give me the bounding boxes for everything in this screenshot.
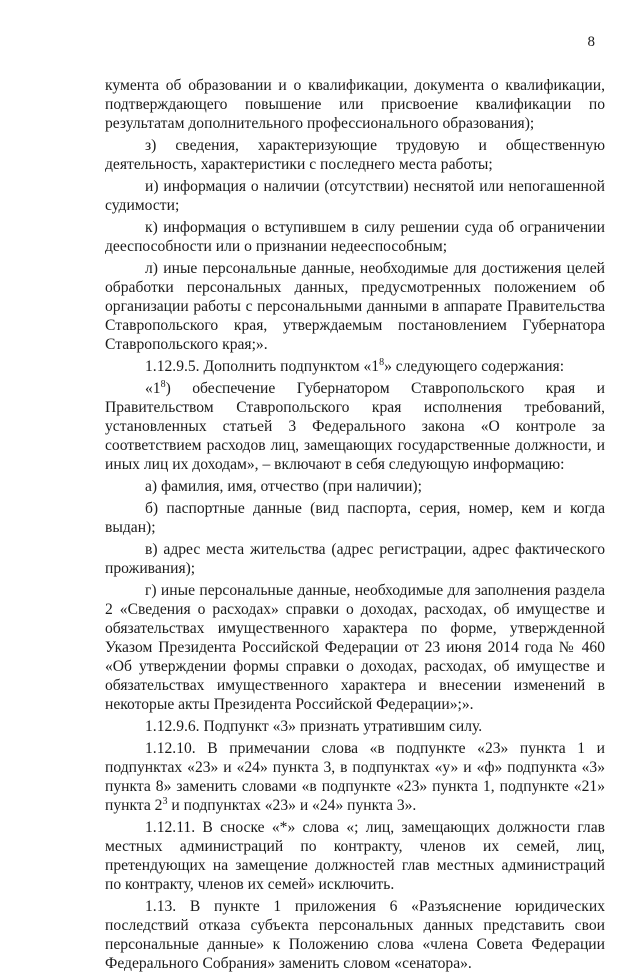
page-number: 8 [587,34,595,50]
paragraph-1-12-10: 1.12.10. В примечании слова «в подпункте «23» пункта 1 и подпунктах «23» и «24» пункта 3, в подпунктах «у» и «ф» подпункта «3» пункта 8» заменить словами «в подпункте «23» пункта 1, подпункте «21» пункта $2^3$ и подпунктах «23» и «24» пункта 3». [105,740,605,814]
paragraph-item-v: в) адрес места жительства (адрес регистрации, адрес фактического проживания); [105,541,605,577]
paragraph-1-12-9-5: 1.12.9.5. Дополнить подпунктом «$1^8$» следующего содержания: [145,356,565,375]
paragraph-1-12-11: 1.12.11. В сноске «*» слова «; лиц, замещающих должности глав местных администраций по контракту, членов их семей, лиц, претендующих на замещение должностей глав местных администраций по контракту, членов их семей» исключить. [105,819,605,893]
paragraph-item-1-8: «$1^8$) обеспечение Губернатором Ставропольского края и Правительством Ставропольского края исполнения требований, установленных статьей 3 Федерального закона «О контроле за соответствием расходов лиц, замещающих государственные должности, и иных лиц их доходам», – включают в себя следующую информацию: [105,378,605,473]
paragraph-continuation: кумента об образовании и о квалификации, документа о квалификации, подтверждающего повышение или присвоение квалификации по результатам дополнительного профессионального образования); [105,77,605,132]
paragraph-1-13: 1.13. В пункте 1 приложения 6 «Разъяснение юридических последствий отказа субъекта персональных данных представить свои персональные данные» к Положению слова «члена Совета Федерации Федерального Собрания» заменить словом «сенатора». [105,898,605,972]
paragraph-item-i: и) информация о наличии (отсутствии) неснятой или непогашенной судимости; [105,178,605,214]
paragraph-item-k: к) информация о вступившем в силу решении суда об ограничении дееспособности или о признании недееспособным; [105,219,605,255]
paragraph-item-z: з) сведения, характеризующие трудовую и общественную деятельность, характеристики с последнего места работы; [105,137,605,173]
document-body [105,76,605,973]
paragraph-item-b: б) паспортные данные (вид паспорта, серия, номер, кем и когда выдан); [105,500,605,536]
paragraph-item-a: а) фамилия, имя, отчество (при наличии); [145,478,422,495]
paragraph-item-g: г) иные персональные данные, необходимые для заполнения раздела 2 «Сведения о расходах» справки о доходах, расходах, об имуществе и обязательствах имущественного характера по форме, утвержденной Указом Президента Российской Федерации от 23 июня 2014 года № 460 «Об утверждении формы справки о доходах, расходах, об имуществе и обязательствах имущественного характера и внесении изменений в некоторые акты Президента Российской Федерации»;». [105,582,605,713]
paragraph-1-12-9-6: 1.12.9.6. Подпункт «3» признать утратившим силу. [145,718,483,735]
paragraph-item-l: л) иные персональные данные, необходимые для достижения целей обработки персональных данных, предусмотренных положением об организации работы с персональными данными в аппарате Правительства Ставропольского края, утверждаемым постановлением Губернатора Ставропольского края;». [105,260,605,353]
